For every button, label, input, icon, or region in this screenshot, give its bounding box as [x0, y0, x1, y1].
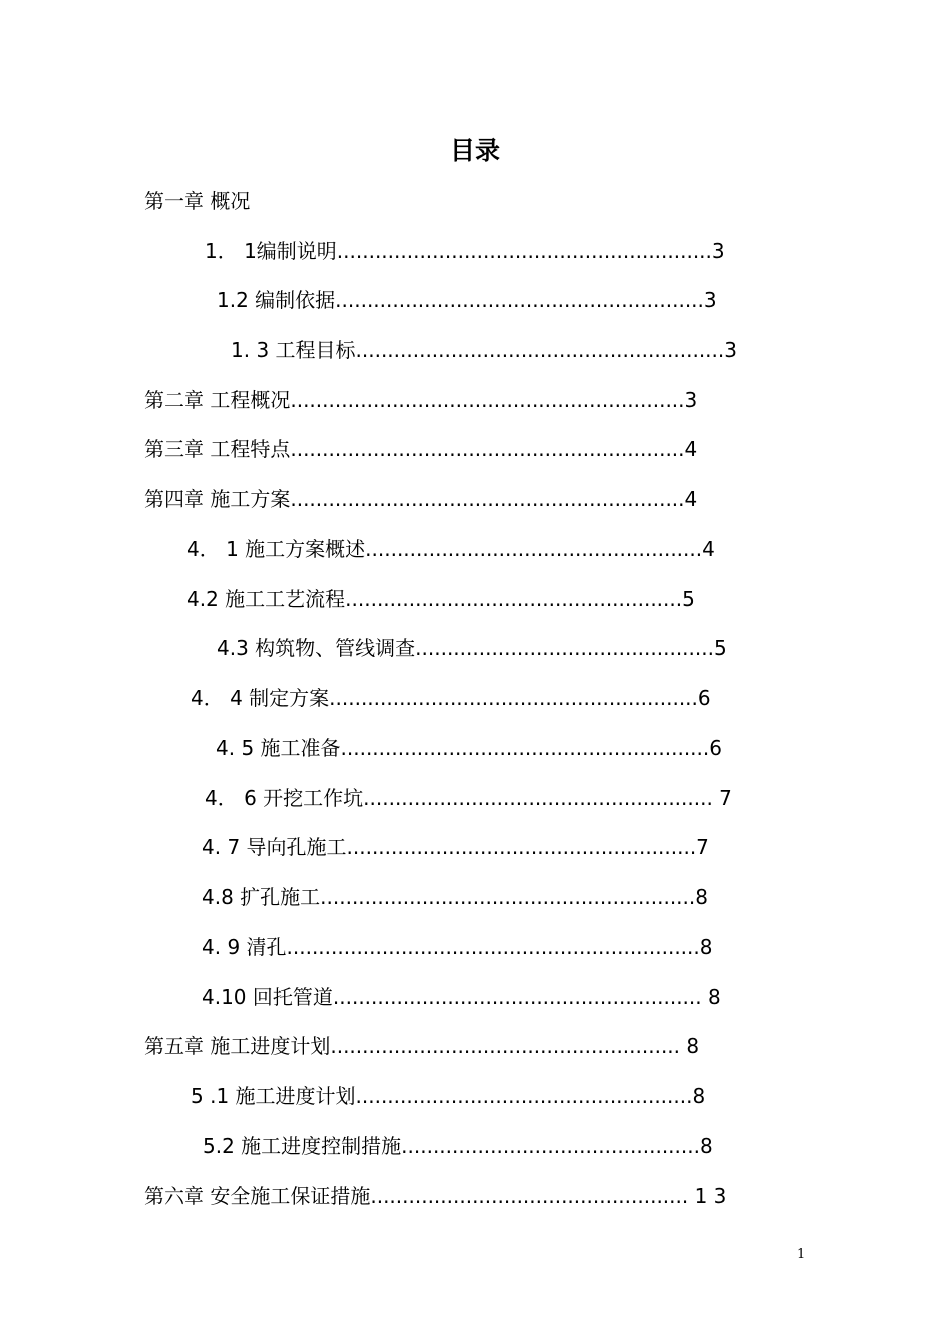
toc-section-4-9: 4. 9 清孔.................................................................8 [202, 935, 713, 959]
toc-section-4-6: 4． 6 开挖工作坑....................................................... 7 [205, 786, 732, 810]
toc-section-1-3: 1. 3 工程目标..........................................................3 [231, 338, 737, 362]
document-title: 目录 [449, 136, 500, 165]
toc-section-4-1: 4． 1 施工方案概述.....................................................4 [187, 537, 715, 561]
toc-section-4-3: 4.3 构筑物、管线调查...............................................5 [217, 636, 727, 660]
toc-section-5-1: 5 .1 施工进度计划.....................................................8 [191, 1084, 706, 1108]
toc-section-1-1: 1． 1编制说明...........................................................3 [205, 239, 725, 263]
page-number: 1 [797, 1247, 806, 1262]
toc-section-1-2: 1.2 编制依据..........................................................3 [217, 288, 717, 312]
toc-chapter-5: 第五章 施工进度计划....................................................... 8 [144, 1034, 700, 1058]
toc-section-4-5: 4. 5 施工准备..........................................................6 [216, 736, 722, 760]
toc-section-4-10: 4.10 回托管道.......................................................... 8 [202, 985, 721, 1009]
toc-section-4-7: 4. 7 导向孔施工.......................................................7 [202, 835, 709, 859]
toc-section-4-4: 4． 4 制定方案..........................................................6 [191, 686, 711, 710]
toc-chapter-3: 第三章 工程特点..............................................................4 [144, 437, 698, 461]
toc-section-5-2: 5.2 施工进度控制措施...............................................8 [203, 1134, 713, 1158]
toc-section-4-8: 4.8 扩孔施工...........................................................8 [202, 885, 708, 909]
toc-chapter-4: 第四章 施工方案..............................................................4 [144, 487, 698, 511]
toc-chapter-2: 第二章 工程概况..............................................................3 [144, 388, 698, 412]
toc-chapter-1: 第一章 概况 [144, 189, 251, 213]
toc-chapter-6: 第六章 安全施工保证措施.................................................. 1 3 [144, 1184, 727, 1208]
toc-section-4-2: 4.2 施工工艺流程.....................................................5 [187, 587, 695, 611]
